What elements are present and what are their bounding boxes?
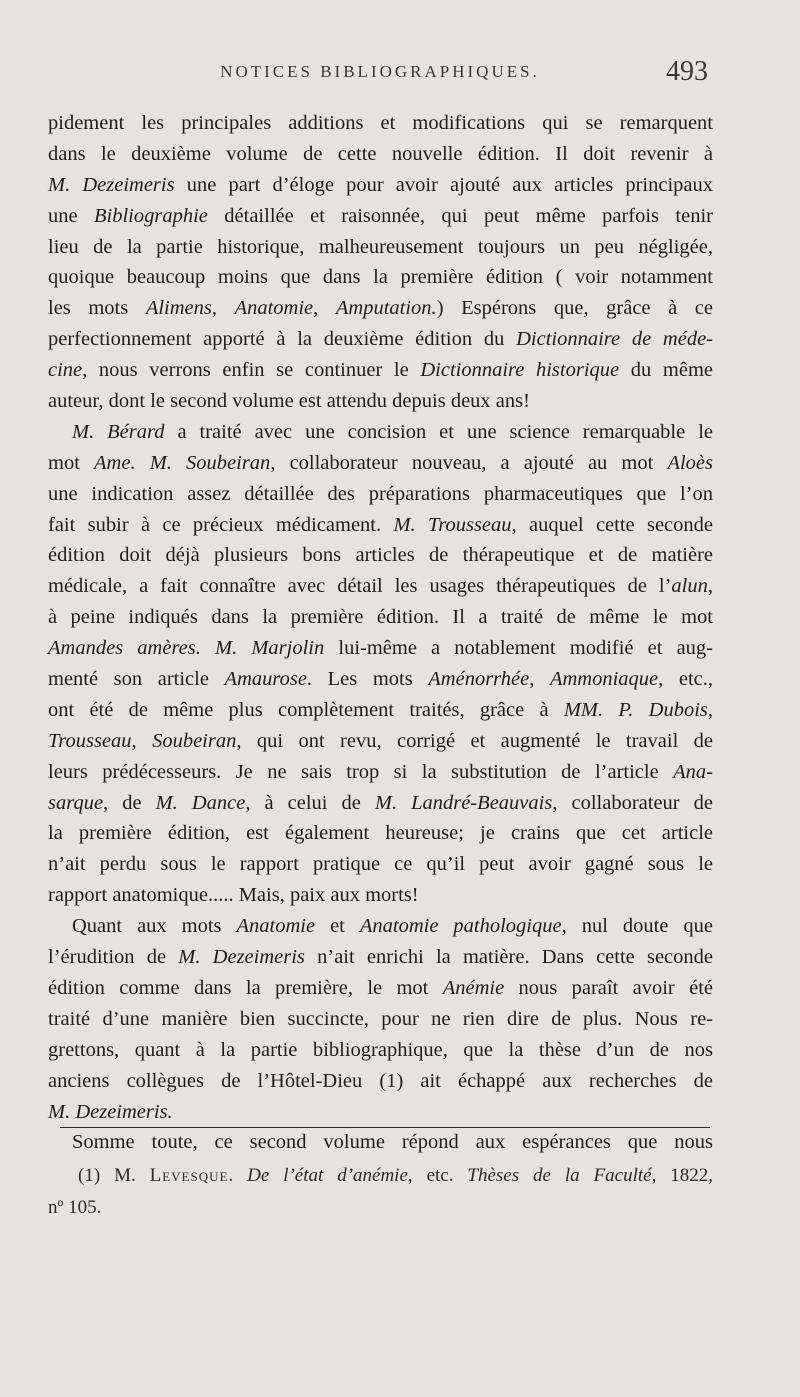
text-run: perfectionnement apporté à la deuxième édition du [48, 328, 517, 351]
text-run: , collaborateur de [552, 791, 713, 814]
footnote [48, 1160, 713, 1224]
footnote-line [48, 1160, 713, 1192]
text-run: grettons, quant à la partie bibliographique, que la thèse d’un de nos [48, 1038, 713, 1061]
italic-text: Alimens [145, 297, 212, 320]
text-run: . Les mots [306, 668, 429, 691]
text-run: , [313, 297, 336, 320]
text-run: , [131, 729, 153, 752]
running-head: NOTICES BIBLIOGRAPHIQUES. [220, 62, 540, 81]
text-line [48, 139, 713, 170]
footnote-separator [60, 1127, 710, 1128]
italic-text: Amandes amères. M. Marjolin [48, 637, 325, 660]
text-run: l’érudition de [48, 946, 179, 969]
text-run: traité d’une manière bien succincte, pour ne rien dire de plus. Nous re- [48, 1007, 713, 1030]
text-run: rapport anatomique..... Mais, paix aux morts! [48, 884, 419, 907]
text-line [48, 262, 713, 293]
italic-text: Dictionnaire de méde- [516, 328, 713, 351]
text-line [48, 355, 713, 386]
italic-text: Aloès [667, 451, 713, 474]
italic-text: De l’état d’anémie [247, 1165, 408, 1186]
text-run: une indication assez détaillée des préparations pharmaceutiques que l’on [48, 482, 713, 505]
text-line [48, 973, 713, 1004]
text-line [48, 1097, 713, 1128]
text-run: , [707, 698, 713, 721]
text-line [48, 602, 713, 633]
text-run: , qui ont revu, corrigé et augmenté le travail de [236, 729, 714, 752]
text-line [48, 479, 713, 510]
text-line [48, 571, 713, 602]
text-run: nous paraît avoir été [504, 976, 713, 999]
footnote-line [48, 1192, 713, 1224]
italic-text: M. Dance [155, 791, 246, 814]
text-run: fait subir à ce précieux médicament. [48, 513, 394, 536]
text-run: leurs prédécesseurs. Je ne sais trop si la substitution de l’article [48, 760, 674, 783]
text-run: dans le deuxième volume de cette nouvelle édition. Il doit revenir à [48, 142, 713, 165]
text-run: une part d’éloge pour avoir ajouté aux articles principaux [174, 173, 713, 196]
italic-text: cine [48, 359, 83, 382]
text-run: ont été de même plus complètement traités, grâce à [48, 698, 564, 721]
italic-text: Amaurose [224, 668, 307, 691]
page-header [0, 58, 800, 88]
italic-text: Anatomie [234, 297, 314, 320]
italic-text: Anatomie pathologique [359, 915, 562, 938]
text-run: Levesque [149, 1165, 229, 1186]
text-line [48, 726, 713, 757]
text-run: , etc., [658, 668, 714, 691]
text-run: , nul doute que [561, 915, 713, 938]
text-run: du même [619, 359, 713, 382]
text-run: anciens collègues de l’Hôtel-Dieu (1) ait échappé aux recherches de [48, 1069, 713, 1092]
text-line [48, 510, 713, 541]
text-run: , etc. [407, 1165, 468, 1186]
text-run: la première édition, est également heureuse; je crains que cet article [48, 822, 713, 845]
text-line [48, 417, 713, 448]
italic-text: M. Dezeimeris. [48, 1100, 173, 1123]
text-line [48, 293, 713, 324]
text-run: quoique beaucoup moins que dans la première édition ( voir notamment [48, 266, 713, 289]
text-run: Somme toute, ce second volume répond aux espérances que nous [72, 1131, 713, 1154]
text-line [48, 1035, 713, 1066]
text-line [48, 170, 713, 201]
text-line [48, 108, 713, 139]
text-run: , [211, 297, 235, 320]
italic-text: Trousseau [48, 729, 132, 752]
text-run: , 1822, [651, 1165, 714, 1186]
italic-text: Anatomie [236, 915, 316, 938]
main-text [48, 108, 713, 1158]
text-line [48, 664, 713, 695]
italic-text: Bibliographie [94, 204, 208, 227]
text-run: , auquel cette seconde [511, 513, 713, 536]
italic-text: Soubeiran [152, 729, 237, 752]
text-run: , collaborateur nouveau, a ajouté au mot [270, 451, 668, 474]
text-line [48, 324, 713, 355]
text-run: n’ait perdu sous le rapport pratique ce qu’il peut avoir gagné sous le [48, 853, 713, 876]
text-run: médicale, a fait connaître avec détail les usages thérapeutiques de l’ [48, 575, 672, 598]
text-run: à peine indiqués dans la première édition. Il a traité de même le mot [48, 606, 713, 629]
text-line [48, 757, 713, 788]
text-line [48, 942, 713, 973]
text-run: pidement les principales additions et modifications qui se remarquent [48, 112, 713, 134]
text-line [48, 818, 713, 849]
text-run: , [529, 668, 550, 691]
italic-text: sarque [48, 791, 104, 814]
text-line [48, 788, 713, 819]
text-line [48, 911, 713, 942]
text-line [48, 695, 713, 726]
italic-text: alun [671, 575, 708, 598]
italic-text: M. Dezeimeris [48, 173, 175, 196]
text-run: une [48, 204, 94, 227]
text-line [48, 880, 713, 911]
text-run: les mots [48, 297, 146, 320]
text-run: n’ait enrichi la matière. Dans cette seconde [304, 946, 713, 969]
text-line [48, 386, 713, 417]
text-run: lieu de la partie historique, malheureusement toujours un peu négligée, [48, 235, 713, 258]
italic-text: Thèses de la Faculté [467, 1165, 652, 1186]
text-line [48, 1004, 713, 1035]
text-run: , de [103, 791, 156, 814]
italic-text: Aménorrhée [428, 668, 530, 691]
text-line [48, 1127, 713, 1158]
text-run: lui-même a notablement modifié et aug- [324, 637, 714, 660]
italic-text: M. Bérard [72, 420, 165, 443]
text-line [48, 448, 713, 479]
italic-text: Amputation. [335, 297, 437, 320]
text-run: a traité avec une concision et une science remarquable le [164, 420, 713, 443]
text-run: mot [48, 451, 95, 474]
text-line [48, 232, 713, 263]
text-run: édition doit déjà plusieurs bons articles de thérapeutique et de matière [48, 544, 713, 567]
italic-text: Ammoniaque [549, 668, 659, 691]
text-line [48, 1066, 713, 1097]
italic-text: M. Landré-Beauvais [374, 791, 553, 814]
text-line [48, 849, 713, 880]
text-run: édition comme dans la première, le mot [48, 976, 443, 999]
text-run: ) Espérons que, grâce à ce [436, 297, 714, 320]
text-run: et [315, 915, 360, 938]
italic-text: Anémie [442, 976, 505, 999]
text-run: détaillée et raisonnée, qui peut même parfois tenir [207, 204, 713, 227]
page-number: 493 [666, 56, 708, 87]
italic-text: Ame. M. Soubeiran [94, 451, 271, 474]
italic-text: MM. P. Dubois [563, 698, 708, 721]
text-run: . [228, 1165, 248, 1186]
text-run: , à celui de [245, 791, 375, 814]
text-run: (1) M. [78, 1165, 150, 1186]
italic-text: Dictionnaire historique [420, 359, 620, 382]
text-run: menté son article [48, 668, 225, 691]
text-run: , [707, 575, 713, 598]
text-line [48, 540, 713, 571]
italic-text: M. Dezeimeris [178, 946, 305, 969]
text-line [48, 633, 713, 664]
text-run: auteur, dont le second volume est attendu depuis deux ans! [48, 390, 530, 413]
italic-text: M. Trousseau [393, 513, 512, 536]
text-run: Quant aux mots [72, 915, 237, 938]
text-run: , nous verrons enfin se continuer le [82, 359, 421, 382]
italic-text: Ana- [673, 760, 713, 783]
text-line [48, 201, 713, 232]
text-run: nº 105. [48, 1197, 102, 1218]
